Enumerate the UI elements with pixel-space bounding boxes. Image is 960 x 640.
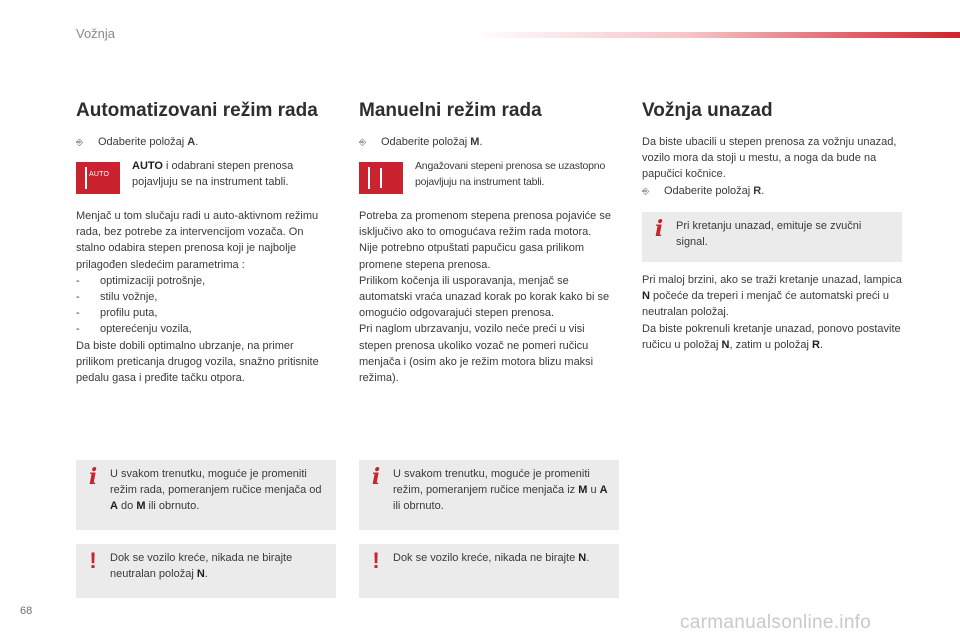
list-item: - stilu vožnje, bbox=[76, 291, 158, 304]
list-item: - profilu puta, bbox=[76, 307, 158, 320]
column-automatic-mode bbox=[76, 100, 326, 386]
list-item: - opterećenju vozila, bbox=[76, 323, 192, 336]
info-box-reverse: i Pri kretanju unazad, emituje se zvučni signal. bbox=[642, 212, 902, 262]
select-position-a: ⎆ Odaberite položaj A. bbox=[76, 136, 199, 148]
info-icon: i bbox=[88, 464, 98, 490]
heading-automatic-mode: Automatizovani režim rada bbox=[76, 100, 318, 121]
info-box-automatic: i U svakom trenutku, moguće je promeniti režim rada, pomeranjem ručice menjača od A do M ili obrnuto. bbox=[76, 460, 336, 530]
gear-indicator-caption: Angažovani stepeni prenosa se uzastopno pojavljuju na instrument tabli. bbox=[415, 160, 606, 189]
info-box-manual: i U svakom trenutku, moguće je promeniti režim, pomeranjem ručice menjača iz M u A ili obrnuto. bbox=[359, 460, 619, 530]
exclamation-icon: ! bbox=[89, 548, 97, 573]
list-item: - optimizaciji potrošnje, bbox=[76, 274, 206, 287]
auto-indicator-caption: AUTO i odabrani stepen prenosa pojavljuju se na instrument tabli. bbox=[132, 160, 294, 189]
acceleration-note: Da biste dobili optimalno ubrzanje, na primer prilikom preticanja drugog vozila, snažno pritisnite pedalu gasa i pređite tačku otpora. bbox=[76, 339, 319, 385]
reverse-description: Da biste ubacili u stepen prenosa za vožnju unazad, vozilo mora da stoji u mestu, a noga da bude na papučici kočnice. bbox=[642, 136, 897, 181]
exclamation-icon: ! bbox=[372, 548, 380, 573]
select-position-m: ⎆ Odaberite položaj M. bbox=[359, 136, 483, 148]
gear-indicator-row bbox=[359, 158, 619, 194]
heading-manual-mode: Manuelni režim rada bbox=[359, 100, 542, 121]
heading-reverse: Vožnja unazad bbox=[642, 100, 773, 121]
column-reverse bbox=[642, 100, 904, 199]
info-icon: i bbox=[371, 464, 381, 490]
manual-mode-description: Potreba za promenom stepena prenosa pojaviće se isključivo ako to omogućava režim rada motora. Nije potrebno otpuštati papučicu gasa prilikom promene stepena prenosa. Prilikom kočenja ili usporavanja, menjač se automatski vraća unazad korak po korak kako bi se omogućio odgovarajući stepen prenosa. Pri naglom ubrzavanju, vozilo neće preći u visi stepen prenosa ukoliko vozač ne pomeri ručicu menjača i (osim ako je režim motora blizu maksi režima). bbox=[359, 210, 611, 385]
header-accent-bar bbox=[470, 32, 960, 38]
arrow-bullet-icon: ⎆ bbox=[642, 185, 650, 196]
arrow-bullet-icon: ⎆ bbox=[359, 137, 367, 147]
column-manual-mode bbox=[359, 100, 619, 386]
arrow-bullet-icon: ⎆ bbox=[76, 137, 84, 147]
gear-indicator-icon bbox=[359, 162, 403, 194]
automatic-mode-description: Menjač u tom slučaju radi u auto-aktivnom režimu rada, bez potrebe za intervencijom vozača. On stalno odabira stepen prenosa koji je najbolje prilagođen sledećim parametrima : bbox=[76, 210, 319, 271]
warning-box-manual: ! Dok se vozilo kreće, nikada ne birajte N. bbox=[359, 544, 619, 598]
parameter-list bbox=[76, 273, 326, 338]
info-icon: i bbox=[654, 216, 664, 242]
page-number: 68 bbox=[20, 605, 33, 617]
warning-box-automatic: ! Dok se vozilo kreće, nikada ne birajte neutralan položaj N. bbox=[76, 544, 336, 598]
auto-indicator-row bbox=[76, 158, 326, 194]
section-title: Vožnja bbox=[76, 26, 116, 41]
select-position-r: ⎆ Odaberite položaj R. bbox=[642, 184, 765, 197]
watermark: carmanualsonline.info bbox=[680, 612, 872, 633]
reverse-low-speed-note: Pri maloj brzini, ako se traži kretanje unazad, lampica N počeće da treperi i menjač će automatski preći u neutralan položaj. Da biste pokrenuli kretanje unazad, ponovo postavite ručicu u položaj N, zatim u položaj R. bbox=[642, 274, 902, 351]
auto-indicator-icon: AUTO bbox=[76, 162, 120, 194]
